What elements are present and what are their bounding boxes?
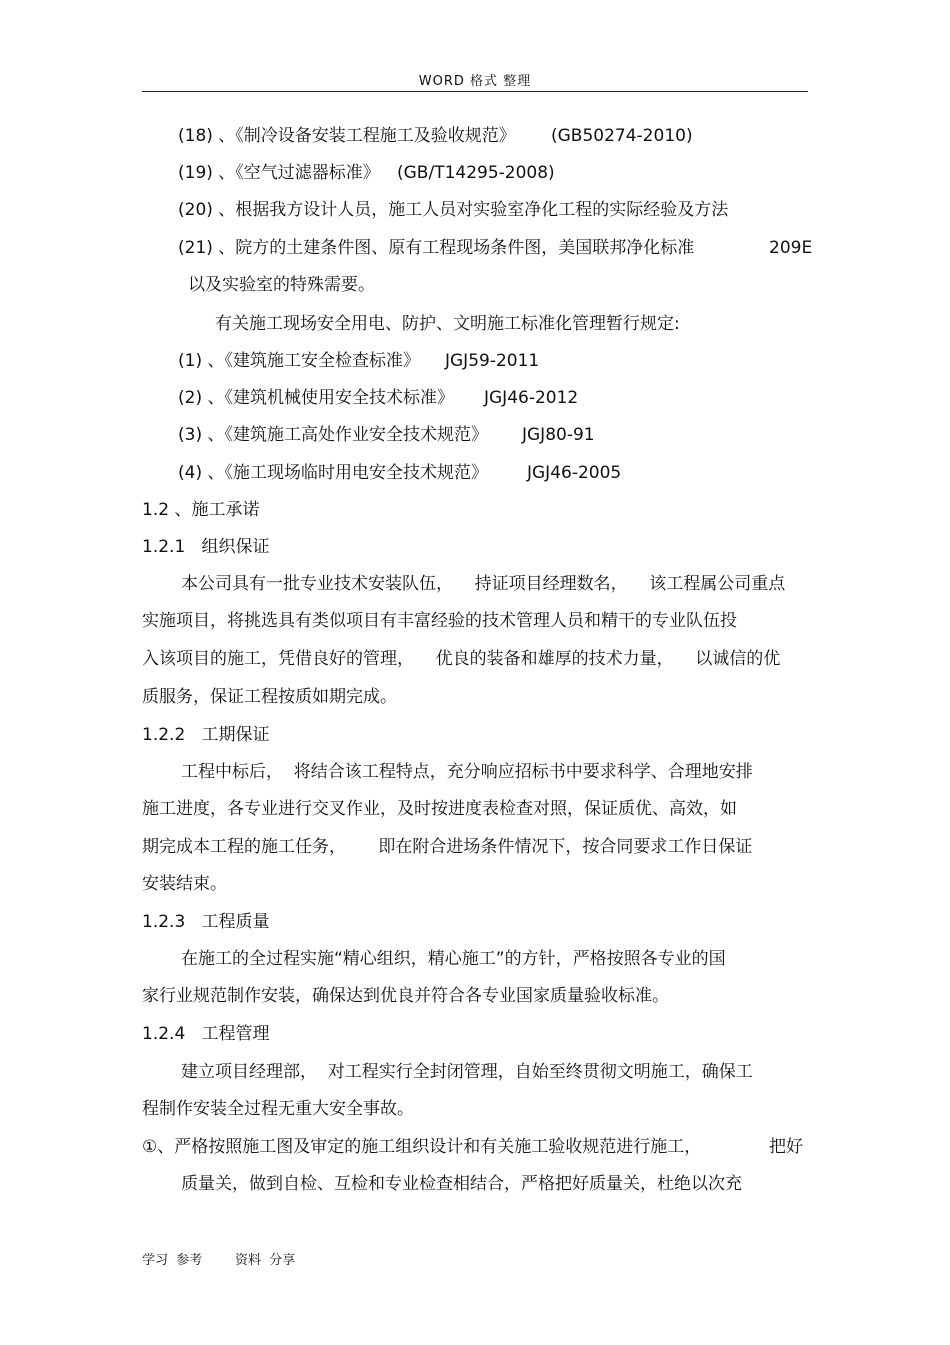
paragraph-line: 入该项目的施工，凭借良好的管理， 优良的装备和雄厚的技术力量， 以诚信的优: [142, 649, 781, 669]
ref-line-18: (18) 、《制冷设备安装工程施工及验收规范》: [178, 126, 516, 146]
footer-right: 资料 分享: [235, 1253, 296, 1268]
ref-code-18: (GB50274-2010): [551, 126, 693, 146]
safety-code-1: JGJ59-2011: [445, 351, 540, 371]
safety-line-4: (4) 、《施工现场临时用电安全技术规范》: [178, 463, 488, 483]
safety-code-3: JGJ80-91: [522, 425, 595, 445]
section-1-2-3: 1.2.3 工程质量: [142, 912, 270, 932]
paragraph-line: 质服务，保证工程按质如期完成。: [142, 687, 397, 707]
paragraph-line: 本公司具有一批专业技术安装队伍， 持证项目经理数名， 该工程属公司重点: [181, 574, 786, 594]
safety-code-2: JGJ46-2012: [484, 388, 579, 408]
list-item-1-end: 把好: [769, 1137, 803, 1157]
safety-line-2: (2) 、《建筑机械使用安全技术标准》: [178, 388, 454, 408]
section-1-2-4: 1.2.4 工程管理: [142, 1024, 270, 1044]
paragraph-line: 建立项目经理部， 对工程实行全封闭管理，自始至终贯彻文明施工，确保工: [181, 1062, 753, 1082]
paragraph-line: 安装结束。: [142, 874, 227, 894]
paragraph-line: 实施项目，将挑选具有类似项目有丰富经验的技术管理人员和精干的专业队伍投: [142, 611, 737, 631]
paragraph-line: 施工进度，各专业进行交叉作业，及时按进度表检查对照，保证质优、高效，如: [142, 799, 737, 819]
paragraph-line: 工程中标后， 将结合该工程特点，充分响应招标书中要求科学、合理地安排: [181, 762, 753, 782]
paragraph-line: 家行业规范制作安装，确保达到优良并符合各专业国家质量验收标准。: [142, 986, 669, 1006]
safety-code-4: JGJ46-2005: [527, 463, 622, 483]
safety-line-1: (1) 、《建筑施工安全检查标准》: [178, 351, 420, 371]
paragraph-line: 程制作安装全过程无重大安全事故。: [142, 1099, 414, 1119]
safety-line-3: (3) 、《建筑施工高处作业安全技术规范》: [178, 425, 488, 445]
list-item-1-cont: 质量关，做到自检、互检和专业检查相结合，严格把好质量关，杜绝以次充: [181, 1174, 742, 1194]
ref-line-20: (20) 、根据我方设计人员，施工人员对实验室净化工程的实际经验及方法: [178, 200, 729, 220]
ref-line-21-cont: 以及实验室的特殊需要。: [188, 275, 375, 295]
ref-code-21: 209E: [769, 238, 813, 258]
header-rule: [142, 91, 808, 92]
ref-code-19: (GB/T14295-2008): [397, 163, 555, 183]
safety-intro: 有关施工现场安全用电、防护、文明施工标准化管理暂行规定:: [215, 314, 680, 334]
footer-left: 学习 参考: [142, 1253, 203, 1268]
paragraph-line: 期完成本工程的施工任务， 即在附合进场条件情况下，按合同要求工作日保证: [142, 837, 753, 857]
section-1-2-1: 1.2.1 组织保证: [142, 537, 270, 557]
page-header: WORD 格式 整理: [418, 74, 532, 89]
ref-line-21: (21) 、院方的土建条件图、原有工程现场条件图，美国联邦净化标准: [178, 238, 695, 258]
paragraph-line: 在施工的全过程实施“精心组织，精心施工”的方针，严格按照各专业的国: [181, 949, 726, 969]
list-item-1: ①、严格按照施工图及审定的施工组织设计和有关施工验收规范进行施工，: [142, 1137, 702, 1157]
section-1-2-2: 1.2.2 工期保证: [142, 725, 270, 745]
section-1-2: 1.2 、施工承诺: [142, 500, 260, 520]
ref-line-19: (19) 、《空气过滤器标准》: [178, 163, 380, 183]
